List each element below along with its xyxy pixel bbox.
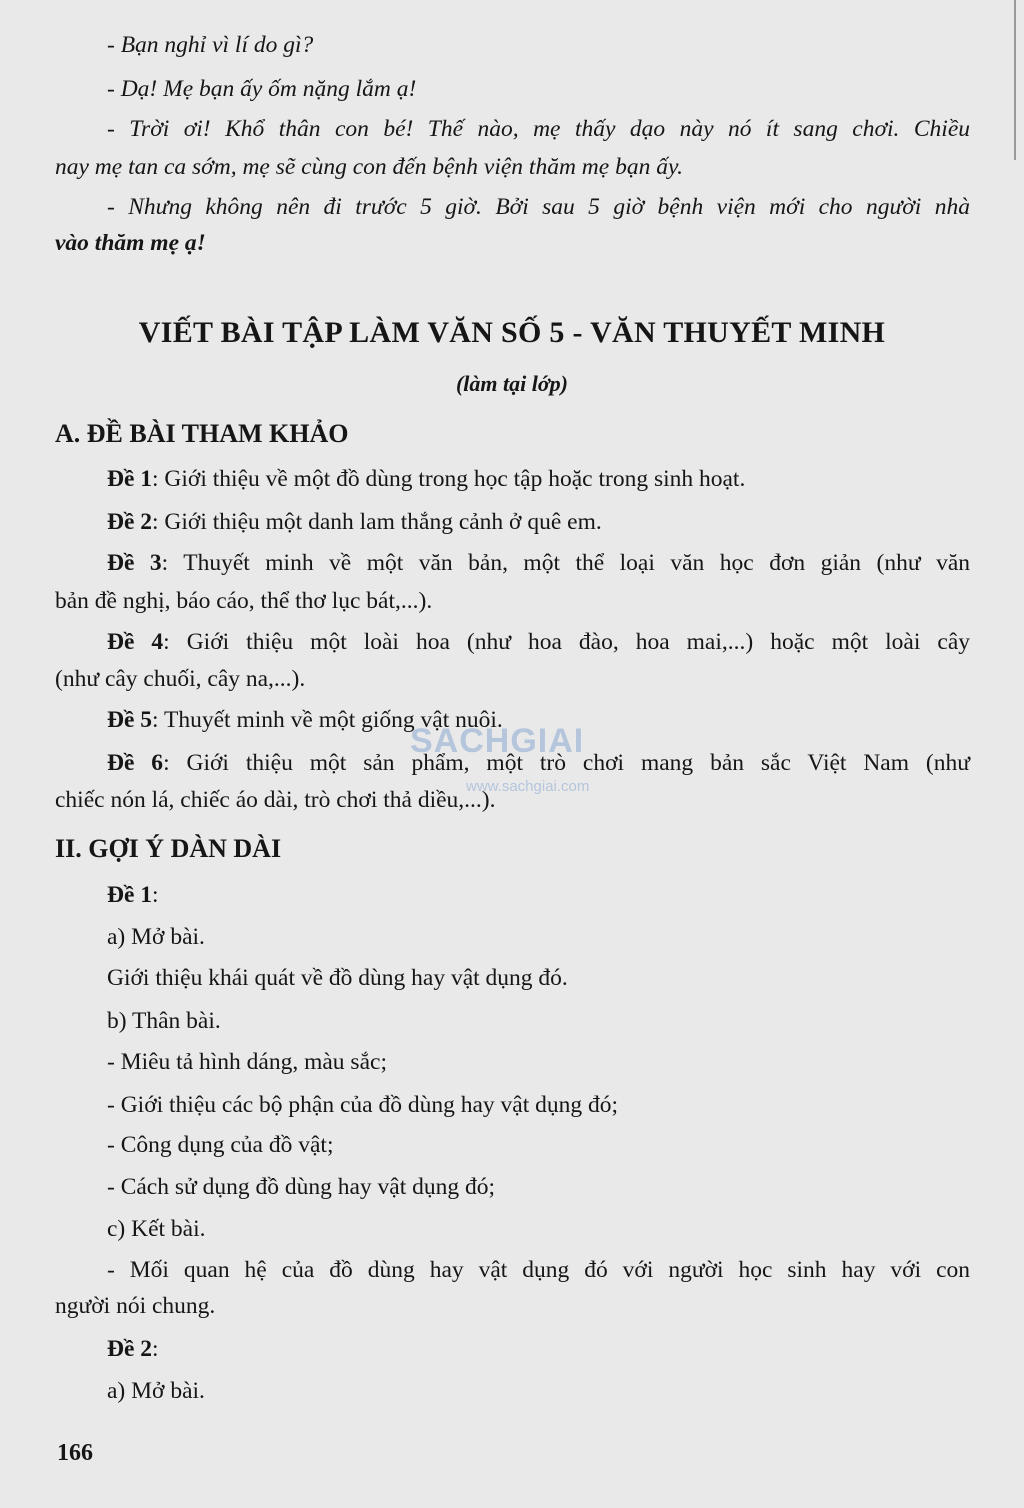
outline-line: - Mối quan hệ của đồ dùng hay vật dụng đó với người học sinh hay với con (107, 1257, 970, 1283)
outline-line: - Miêu tả hình dáng, màu sắc; (107, 1049, 387, 1075)
outline-colon: : (152, 1336, 159, 1362)
topic-label: Đề 4 (107, 629, 164, 655)
dialogue-line: - Trời ơi! Khổ thân con bé! Thế nào, mẹ thấy dạo này nó ít sang chơi. Chiều (107, 116, 970, 142)
topic-label: Đề 3 (107, 550, 162, 576)
outline-line: b) Thân bài. (107, 1008, 221, 1034)
watermark-logo-text: SACHGIAI (410, 722, 585, 760)
section-heading-b: II. GỢI Ý DÀN DÀI (55, 834, 282, 863)
topic-item-2 (107, 505, 970, 539)
topic-label: Đề 5 (107, 707, 153, 733)
topic-text-continued: chiếc nón lá, chiếc áo dài, trò chơi thả diều,...). (55, 787, 496, 813)
dialogue-line: nay mẹ tan ca sớm, mẹ sẽ cùng con đến bệnh viện thăm mẹ bạn ấy. (55, 154, 683, 180)
outline-line: a) Mở bài. (107, 1378, 205, 1404)
topic-text: : Giới thiệu một sản phẩm, một trò chơi mang bản sắc Việt Nam (như (163, 750, 970, 776)
page-subtitle: (làm tại lớp) (455, 371, 569, 396)
dialogue-line: - Bạn nghỉ vì lí do gì? (107, 32, 314, 58)
outline-line: Giới thiệu khái quát về đồ dùng hay vật dụng đó. (107, 965, 568, 991)
outline-label: Đề 1 (107, 882, 153, 908)
page-number: 166 (57, 1440, 93, 1466)
topic-text: : Thuyết minh về một giống vật nuôi. (152, 707, 503, 733)
outline-line: a) Mở bài. (107, 924, 205, 950)
topic-label: Đề 1 (107, 466, 153, 492)
outline-label: Đề 2 (107, 1336, 153, 1362)
page-edge-shadow (1014, 0, 1016, 160)
outline-line-continued: người nói chung. (55, 1293, 216, 1319)
outline-line: c) Kết bài. (107, 1216, 206, 1242)
section-heading-a: A. ĐỀ BÀI THAM KHẢO (55, 419, 349, 448)
dialogue-line: - Dạ! Mẹ bạn ấy ốm nặng lắm ạ! (107, 76, 417, 102)
topic-item-3 (107, 546, 970, 580)
topic-text: : Giới thiệu một danh lam thắng cảnh ở quê em. (152, 509, 602, 535)
dialogue-line: - Nhưng không nên đi trước 5 giờ. Bởi sau 5 giờ bệnh viện mới cho người nhà (107, 194, 970, 220)
outline-de2-label (107, 1332, 970, 1366)
topic-item-1 (107, 462, 970, 496)
topic-item-4 (107, 625, 970, 659)
outline-line: - Giới thiệu các bộ phận của đồ dùng hay vật dụng đó; (107, 1092, 619, 1118)
outline-line: - Cách sử dụng đồ dùng hay vật dụng đó; (107, 1174, 496, 1200)
outline-colon: : (152, 882, 159, 908)
topic-text-continued: bản đề nghị, báo cáo, thể thơ lục bát,...). (55, 588, 433, 614)
outline-de1-label (107, 878, 970, 912)
page-title: VIẾT BÀI TẬP LÀM VĂN SỐ 5 - VĂN THUYẾT MINH (138, 316, 886, 349)
topic-text: : Thuyết minh về một văn bản, một thể loại văn học đơn giản (như văn (161, 550, 971, 576)
sachgiai-watermark (410, 722, 620, 802)
outline-line: - Công dụng của đồ vật; (107, 1132, 334, 1158)
watermark-url: www.sachgiai.com (466, 778, 590, 795)
topic-label: Đề 6 (107, 750, 164, 776)
dialogue-line: vào thăm mẹ ạ! (55, 230, 206, 256)
topic-text-continued: (như cây chuối, cây na,...). (55, 666, 306, 692)
topic-text: : Giới thiệu về một đồ dùng trong học tập hoặc trong sinh hoạt. (152, 466, 746, 492)
topic-label: Đề 2 (107, 509, 153, 535)
topic-text: : Giới thiệu một loài hoa (như hoa đào, hoa mai,...) hoặc một loài cây (163, 629, 971, 655)
